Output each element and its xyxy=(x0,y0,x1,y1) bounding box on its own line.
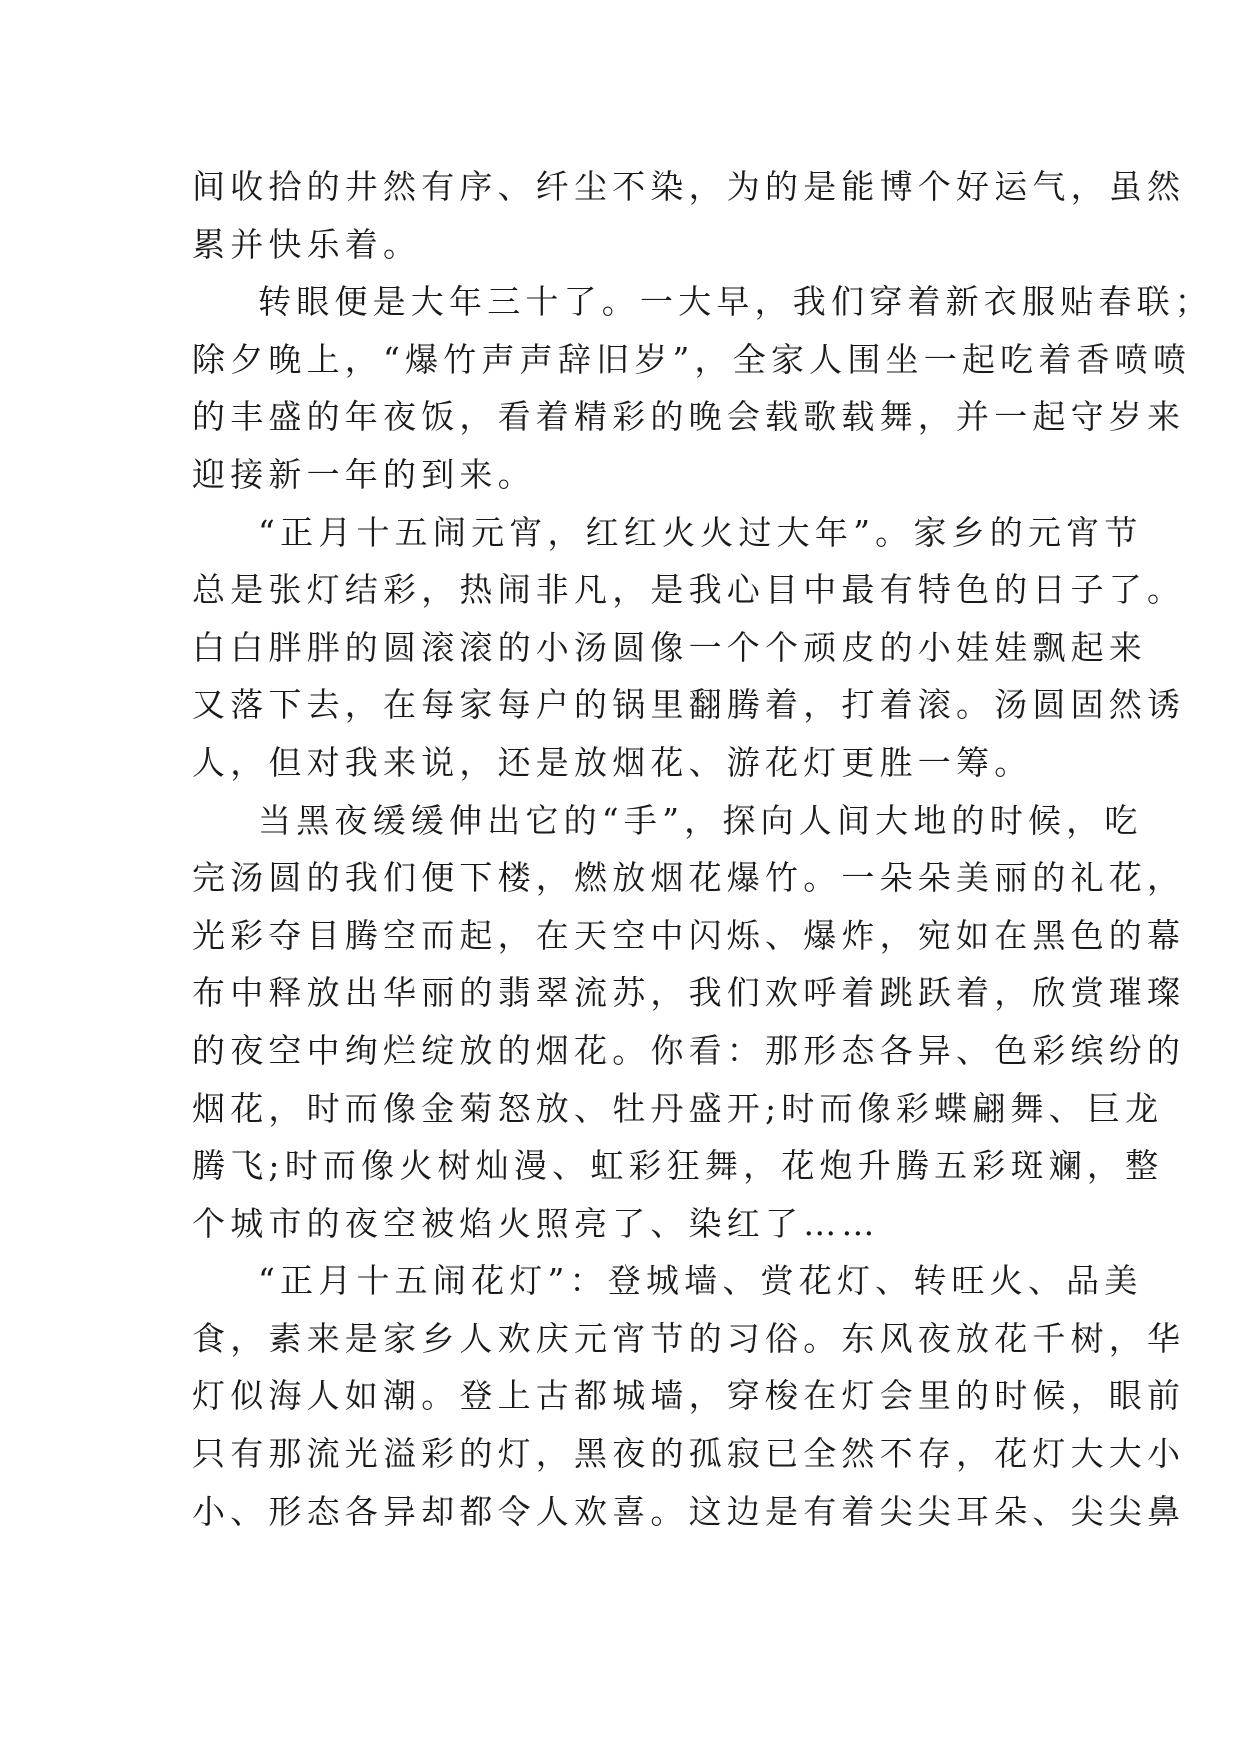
text-line: 个城市的夜空被焰火照亮了、染红了…… xyxy=(192,1203,880,1243)
text-line: 只有那流光溢彩的灯，黑夜的孤寂已全然不存，花灯大大小 xyxy=(192,1434,1186,1474)
text-line: 总是张灯结彩，热闹非凡，是我心目中最有特色的日子了。 xyxy=(192,570,1186,610)
text-line: 间收拾的井然有序、纤尘不染，为的是能博个好运气，虽然 xyxy=(192,167,1186,206)
text-line: 布中释放出华丽的翡翠流苏，我们欢呼着跳跃着，欣赏璀璨 xyxy=(192,973,1186,1013)
text-line: 迎接新一年的到来。 xyxy=(192,454,536,494)
text-line: 又落下去，在每家每户的锅里翻腾着，打着滚。汤圆固然诱 xyxy=(192,685,1186,725)
text-line: 腾飞;时而像火树灿漫、虹彩狂舞，花炮升腾五彩斑斓，整 xyxy=(192,1146,1164,1186)
text-line: 的丰盛的年夜饭，看着精彩的晚会载歌载舞，并一起守岁来 xyxy=(192,397,1186,437)
text-line: 光彩夺目腾空而起，在天空中闪烁、爆炸，宛如在黑色的幕 xyxy=(192,915,1186,955)
text-line: 人，但对我来说，还是放烟花、游花灯更胜一筹。 xyxy=(192,742,1033,782)
document-body xyxy=(192,158,1213,1540)
text-line: “正月十五闹元宵，红红火火过大年”。家乡的元宵节 xyxy=(258,512,1143,552)
text-line: 小、形态各异却都令人欢喜。这边是有着尖尖耳朵、尖尖鼻 xyxy=(192,1491,1186,1531)
text-line: “正月十五闹花灯”：登城墙、赏花灯、转旺火、品美 xyxy=(258,1261,1143,1301)
text-line: 的夜空中绚烂绽放的烟花。你看：那形态各异、色彩缤纷的 xyxy=(192,1030,1186,1070)
text-line: 灯似海人如潮。登上古都城墙，穿梭在灯会里的时候，眼前 xyxy=(192,1376,1186,1416)
text-line: 食，素来是家乡人欢庆元宵节的习俗。东风夜放花千树，华 xyxy=(192,1318,1186,1358)
text-line: 转眼便是大年三十了。一大早，我们穿着新衣服贴春联； xyxy=(258,282,1213,322)
text-line: 除夕晚上，“爆竹声声辞旧岁”，全家人围坐一起吃着香喷喷 xyxy=(192,339,1192,379)
text-line: 累并快乐着。 xyxy=(192,224,422,264)
text-line: 白白胖胖的圆滚滚的小汤圆像一个个顽皮的小娃娃飘起来 xyxy=(192,627,1147,667)
text-line: 当黑夜缓缓伸出它的“手”，探向人间大地的时候，吃 xyxy=(258,800,1143,840)
text-line: 烟花，时而像金菊怒放、牡丹盛开;时而像彩蝶翩舞、巨龙 xyxy=(192,1088,1164,1128)
text-line: 完汤圆的我们便下楼，燃放烟花爆竹。一朵朵美丽的礼花， xyxy=(192,858,1186,898)
